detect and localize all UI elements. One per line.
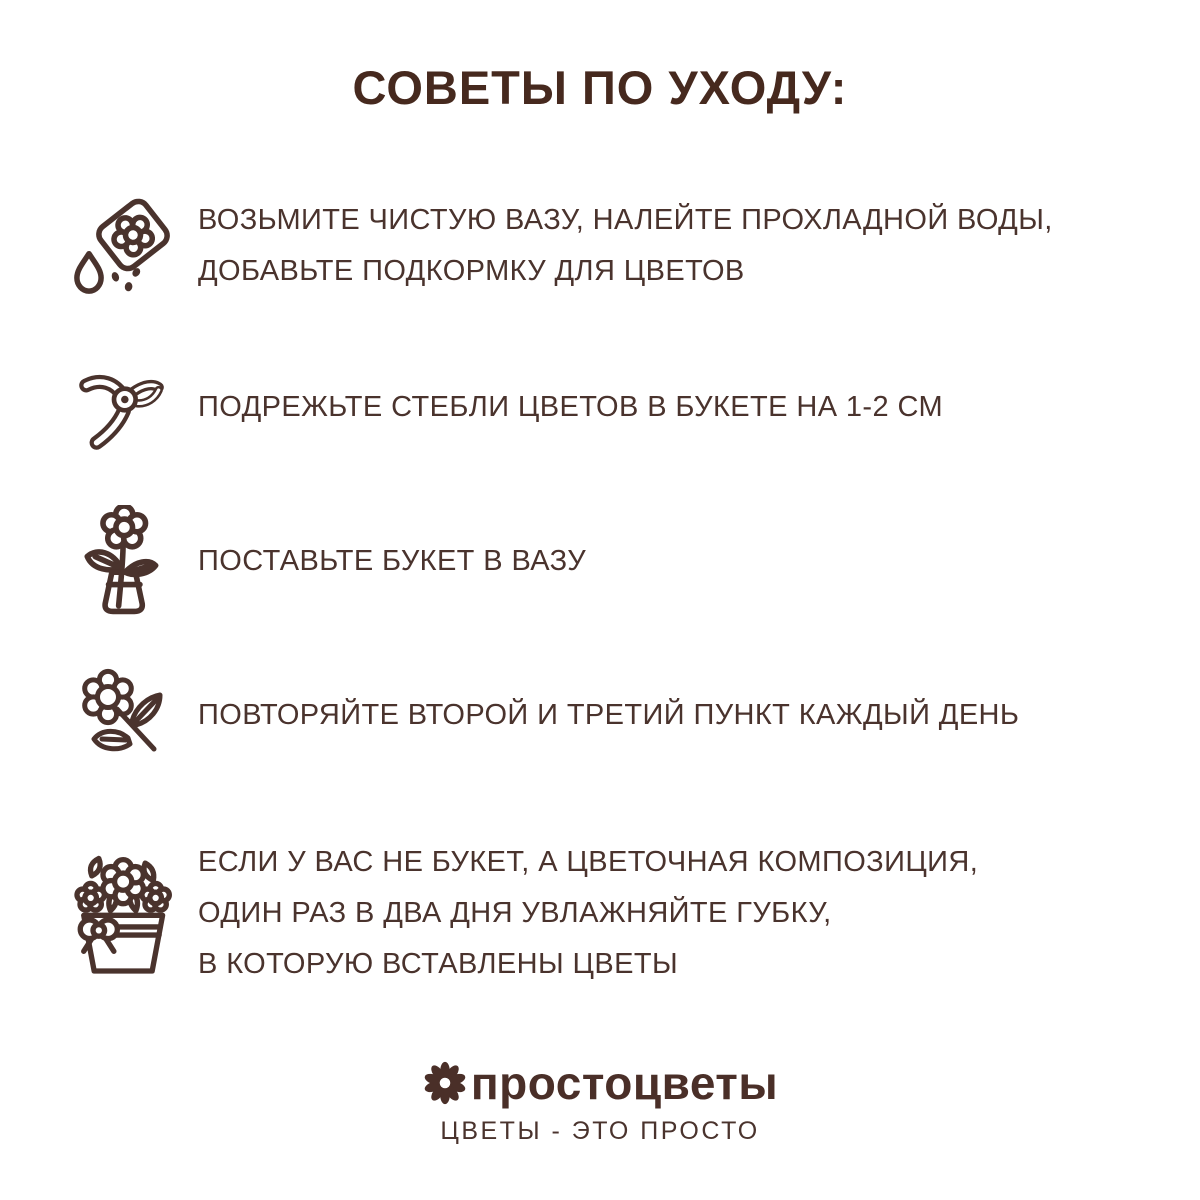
tip-row-5 — [64, 838, 978, 988]
tip-text-1 — [198, 195, 1053, 297]
tip-row-3 — [64, 505, 586, 617]
tip-text-3 — [198, 536, 586, 587]
tip-row-1 — [64, 190, 1053, 302]
brand-tagline: ЦВЕТЫ - ЭТО ПРОСТО — [440, 1117, 760, 1145]
tip-line: ЕСЛИ У ВАС НЕ БУКЕТ, А ЦВЕТОЧНАЯ КОМПОЗИЦИЯ, — [198, 845, 979, 878]
tip-text-2 — [198, 382, 943, 433]
pruning-shears-icon — [64, 360, 180, 454]
tip-line: ПОСТАВЬТЕ БУКЕТ В ВАЗУ — [198, 544, 587, 577]
tip-row-4 — [64, 665, 1019, 765]
page-title: СОВЕТЫ ПО УХОДУ: — [352, 61, 848, 114]
brand-flower-icon — [422, 1060, 468, 1106]
brand-footer — [0, 1056, 1200, 1146]
tip-text-4 — [198, 690, 1019, 741]
tip-line: ВОЗЬМИТЕ ЧИСТУЮ ВАЗУ, НАЛЕЙТЕ ПРОХЛАДНОЙ ВОДЫ, — [198, 204, 1053, 236]
flower-icon — [64, 665, 180, 765]
flower-food-packet-icon — [64, 191, 180, 301]
flower-pot-icon — [64, 849, 180, 977]
tip-row-2 — [64, 362, 943, 452]
brand-name: простоцветы — [470, 1057, 779, 1109]
tip-line: ОДИН РАЗ В ДВА ДНЯ УВЛАЖНЯЙТЕ ГУБКУ, — [198, 896, 832, 929]
brand-line — [422, 1056, 778, 1110]
tip-text-5 — [198, 837, 978, 990]
flower-in-vase-icon — [64, 505, 180, 617]
tip-line: ДОБАВЬТЕ ПОДКОРМКУ ДЛЯ ЦВЕТОВ — [198, 255, 745, 287]
tip-line: ПОВТОРЯЙТЕ ВТОРОЙ И ТРЕТИЙ ПУНКТ КАЖДЫЙ ДЕНЬ — [198, 698, 1020, 731]
tip-line: В КОТОРУЮ ВСТАВЛЕНЫ ЦВЕТЫ — [198, 947, 679, 980]
tip-line: ПОДРЕЖЬТЕ СТЕБЛИ ЦВЕТОВ В БУКЕТЕ НА 1-2 СМ — [198, 390, 944, 423]
